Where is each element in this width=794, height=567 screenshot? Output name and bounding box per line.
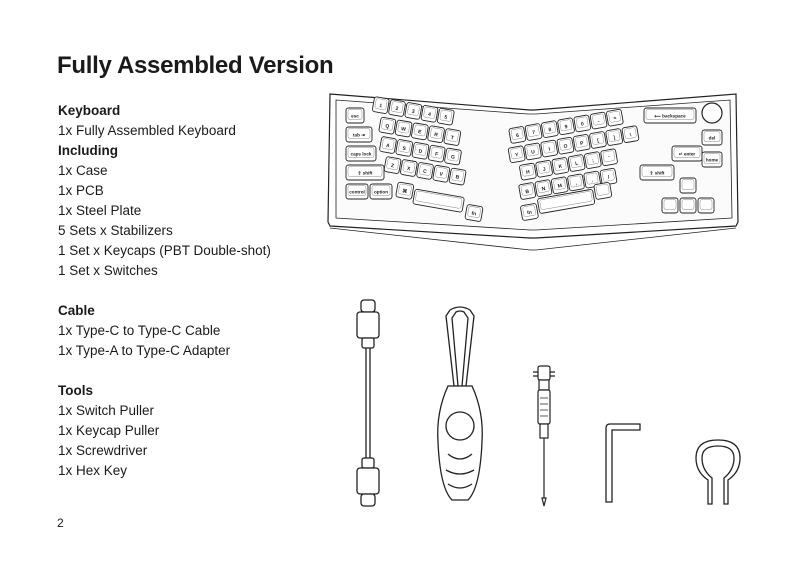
key-legend: 3 bbox=[411, 108, 416, 116]
keycap bbox=[552, 157, 569, 174]
key-legend: B bbox=[455, 174, 460, 181]
contents-item: 1x Switch Puller bbox=[58, 403, 155, 418]
key-legend: caps lock bbox=[350, 151, 372, 157]
keycap bbox=[702, 130, 722, 145]
keycap bbox=[541, 140, 558, 157]
key-legend: P bbox=[579, 140, 585, 148]
screwdriver-icon bbox=[529, 364, 559, 508]
keycap bbox=[433, 165, 450, 182]
keycap bbox=[535, 160, 552, 177]
key-legend: O bbox=[563, 143, 569, 150]
key-legend: X bbox=[406, 165, 411, 173]
keycap bbox=[346, 146, 376, 161]
key-legend: 7 bbox=[531, 129, 536, 137]
keycap bbox=[416, 162, 433, 179]
contents-item: 1x Type-C to Type-C Cable bbox=[58, 323, 221, 338]
keycap bbox=[520, 203, 538, 221]
key-legend: C bbox=[422, 168, 428, 176]
keycap bbox=[680, 198, 696, 213]
key-legend: Z bbox=[390, 162, 395, 170]
key-legend: ⇧ shift bbox=[357, 170, 373, 176]
volume-knob-icon bbox=[702, 103, 722, 123]
contents-item: 5 Sets x Stabilizers bbox=[58, 223, 173, 238]
key-legend: L bbox=[574, 160, 579, 168]
keycap bbox=[444, 128, 461, 145]
key-legend: S bbox=[401, 145, 407, 153]
key-legend: \ bbox=[629, 132, 632, 139]
key-legend: control bbox=[349, 189, 365, 195]
keycap bbox=[427, 126, 444, 143]
keycap bbox=[702, 152, 722, 167]
key-legend: I bbox=[548, 146, 551, 153]
keycap bbox=[346, 108, 364, 123]
package-contents bbox=[58, 101, 318, 501]
keycap bbox=[405, 102, 422, 119]
key-legend: , bbox=[574, 180, 578, 187]
key-legend: del bbox=[708, 135, 716, 141]
keycap bbox=[672, 146, 702, 161]
keycap bbox=[698, 198, 714, 213]
keycap bbox=[680, 178, 696, 193]
key-legend: Y bbox=[514, 152, 520, 159]
key-legend: 4 bbox=[427, 111, 432, 118]
key-legend: B bbox=[525, 188, 530, 196]
keycap bbox=[509, 126, 526, 143]
keycap bbox=[465, 204, 483, 222]
keycap bbox=[551, 177, 568, 194]
keyboard-illustration bbox=[326, 92, 740, 254]
contents-item: 1x Case bbox=[58, 163, 108, 178]
keycap bbox=[535, 179, 552, 196]
contents-item: 1 Set x Switches bbox=[58, 263, 158, 278]
contents-item: 1x Screwdriver bbox=[58, 443, 148, 458]
key-legend: esc bbox=[351, 113, 359, 119]
key-legend: ] bbox=[613, 135, 616, 142]
key-legend: 5 bbox=[443, 114, 448, 121]
key-legend: ' bbox=[608, 155, 611, 162]
keycap bbox=[590, 112, 607, 129]
section-heading: Keyboard bbox=[58, 103, 121, 118]
page-number: 2 bbox=[57, 516, 64, 530]
keycap bbox=[557, 137, 574, 154]
contents-section bbox=[58, 301, 318, 361]
keycap bbox=[428, 145, 445, 162]
key-legend: T bbox=[450, 134, 455, 142]
key-legend: ↵ enter bbox=[678, 151, 696, 157]
key-legend: ⇧ shift bbox=[649, 170, 665, 176]
keycap bbox=[395, 120, 412, 137]
keycap bbox=[519, 182, 536, 199]
contents-item: 1x Hex Key bbox=[58, 463, 128, 478]
section-heading: Cable bbox=[58, 303, 95, 318]
key-legend: H bbox=[525, 169, 531, 176]
keycap bbox=[411, 123, 428, 140]
key-legend: 2 bbox=[394, 105, 399, 113]
contents-item: 1x Steel Plate bbox=[58, 203, 142, 218]
contents-section bbox=[58, 101, 318, 281]
keycap bbox=[573, 134, 590, 151]
keycap bbox=[600, 149, 617, 166]
keycap-puller-icon bbox=[428, 302, 492, 504]
keycap bbox=[508, 146, 525, 163]
key-legend: - bbox=[597, 118, 601, 125]
keycap bbox=[437, 108, 454, 125]
keycap bbox=[567, 174, 584, 191]
key-legend: G bbox=[450, 154, 456, 161]
key-legend: = bbox=[613, 115, 617, 122]
key-legend: V bbox=[438, 171, 444, 178]
key-legend: . bbox=[591, 177, 594, 184]
keycap bbox=[346, 127, 372, 142]
key-legend: 1 bbox=[378, 102, 383, 110]
keycap bbox=[388, 99, 405, 116]
key-legend: F bbox=[434, 151, 439, 158]
keycap bbox=[396, 139, 413, 156]
keycap bbox=[525, 123, 542, 140]
keycap bbox=[412, 142, 429, 159]
page-title: Fully Assembled Version bbox=[57, 52, 334, 79]
key-legend: U bbox=[530, 149, 536, 156]
keycap bbox=[606, 109, 623, 126]
keycap bbox=[557, 118, 574, 135]
key-legend: fn bbox=[470, 210, 477, 218]
key-legend: 6 bbox=[515, 132, 520, 140]
contents-item: 1x PCB bbox=[58, 183, 104, 198]
keycap bbox=[449, 168, 466, 185]
hex-key-icon bbox=[602, 422, 642, 504]
key-legend: ⟵ backspace bbox=[654, 113, 686, 119]
keycap bbox=[396, 182, 414, 200]
key-legend: fn bbox=[526, 209, 533, 217]
key-legend: home bbox=[705, 157, 719, 163]
keycap bbox=[622, 126, 639, 143]
section-heading: Including bbox=[58, 143, 118, 158]
key-legend: J bbox=[542, 166, 547, 173]
keycap bbox=[524, 143, 541, 160]
key-legend: [ bbox=[596, 137, 600, 145]
keycap bbox=[346, 184, 368, 199]
contents-item: 1x Keycap Puller bbox=[58, 423, 160, 438]
key-legend: R bbox=[433, 131, 439, 139]
keycap bbox=[519, 163, 536, 180]
keycap bbox=[400, 159, 417, 176]
keycap bbox=[662, 198, 678, 213]
keycap bbox=[421, 105, 438, 122]
key-legend: K bbox=[558, 163, 563, 171]
keycap bbox=[379, 117, 396, 134]
key-legend: ⌘ bbox=[401, 188, 408, 196]
key-legend: 9 bbox=[564, 124, 569, 131]
key-legend: W bbox=[400, 126, 407, 133]
keycap bbox=[640, 165, 674, 180]
key-legend: M bbox=[557, 182, 563, 190]
keycap bbox=[594, 182, 612, 200]
keycap bbox=[541, 120, 558, 137]
contents-item: 1x Type-A to Type-C Adapter bbox=[58, 343, 231, 358]
keycap bbox=[568, 154, 585, 171]
key-legend: D bbox=[417, 148, 423, 156]
keycap bbox=[644, 108, 696, 123]
key-legend: A bbox=[385, 142, 391, 150]
key-legend: tab ⇥ bbox=[352, 132, 366, 138]
contents-item: 1 Set x Keycaps (PBT Double-shot) bbox=[58, 243, 271, 258]
key-legend: 8 bbox=[548, 126, 552, 134]
keycap bbox=[584, 151, 601, 168]
key-legend: N bbox=[541, 185, 546, 193]
keycap bbox=[379, 136, 396, 153]
contents-section bbox=[58, 381, 318, 481]
section-heading: Tools bbox=[58, 383, 93, 398]
keycap bbox=[589, 131, 606, 148]
key-legend: Q bbox=[384, 123, 390, 130]
contents-item: 1x Fully Assembled Keyboard bbox=[58, 123, 236, 138]
keycap bbox=[372, 97, 389, 114]
key-legend: / bbox=[607, 174, 610, 181]
key-legend: option bbox=[373, 189, 389, 195]
usb-c-cable-icon bbox=[350, 298, 386, 510]
keycap bbox=[444, 148, 461, 165]
switch-puller-icon bbox=[692, 436, 744, 506]
key-legend: ; bbox=[591, 158, 595, 165]
keycap bbox=[370, 184, 392, 199]
key-legend: 0 bbox=[580, 121, 585, 128]
key-legend: E bbox=[417, 129, 422, 136]
keycap bbox=[606, 128, 623, 145]
keycap bbox=[346, 165, 384, 180]
keycap bbox=[574, 115, 591, 132]
keycap bbox=[384, 156, 401, 173]
